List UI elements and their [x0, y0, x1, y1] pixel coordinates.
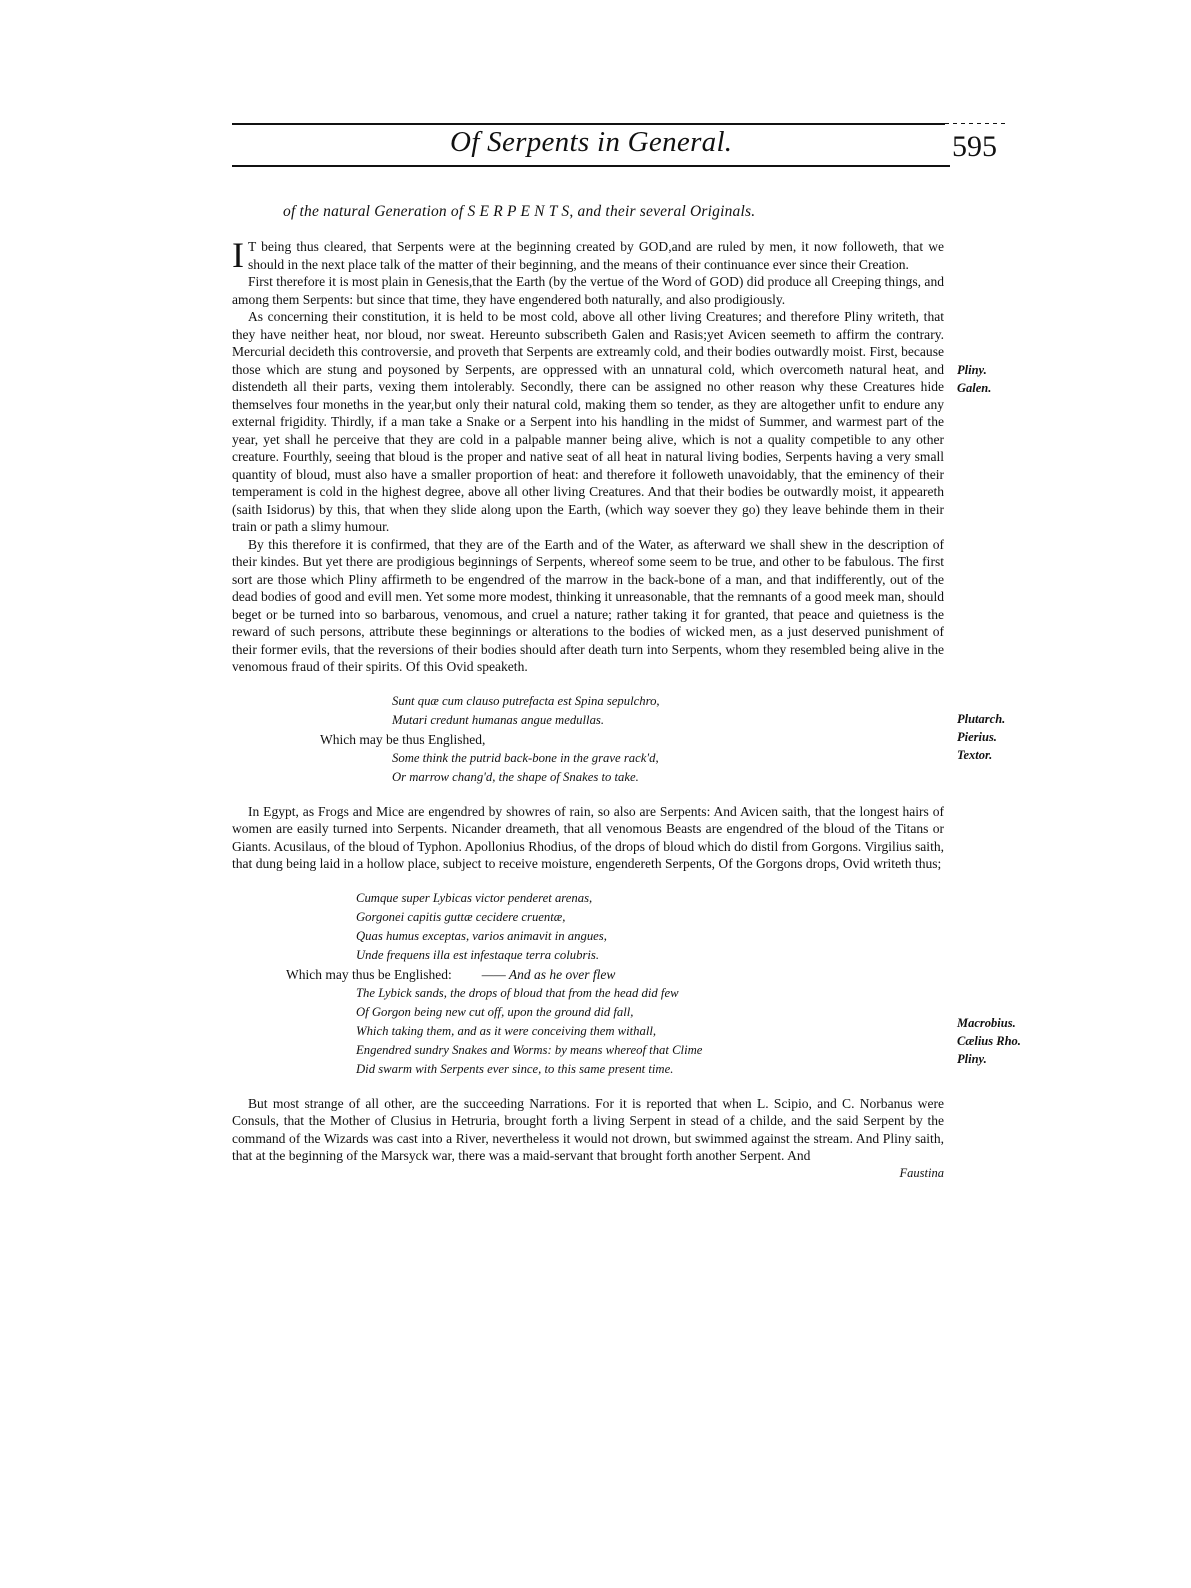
- margin-note-pliny-2: Pliny.: [957, 1052, 987, 1066]
- verse-intro: Which may be thus Englished,: [320, 731, 486, 747]
- margin-note-galen: Galen.: [957, 381, 992, 395]
- english-verse-line: Which taking them, and as it were conceiving them withall,: [356, 1023, 657, 1038]
- paragraph-1: [232, 235, 944, 275]
- paragraph-1-text: T being thus cleared, that Serpents were at the beginning created by GOD,and are ruled by men, it now followeth, that we should in the next place talk of the matter of their beginning, and the means of their continuance ever since their Creation.: [248, 239, 944, 272]
- margin-note-macrobius: Macrobius.: [957, 1016, 1016, 1030]
- english-verse-line: Some think the putrid back-bone in the grave rack'd,: [392, 750, 659, 765]
- latin-verse-line: Gorgonei capitis guttæ cecidere cruentæ,: [356, 909, 566, 924]
- margin-note-pierius: Pierius.: [957, 730, 997, 744]
- verse-intro-tail: —— And as he over flew: [481, 966, 616, 982]
- catchword: Faustina: [899, 1165, 944, 1180]
- english-verse-line: Did swarm with Serpents ever since, to this same present time.: [356, 1061, 674, 1076]
- latin-verse-line: Unde frequens illa est infestaque terra colubris.: [356, 947, 600, 962]
- paragraph-2: First therefore it is most plain in Genesis,that the Earth (by the vertue of the Word of GOD) did produce all Creeping things, and among them Serpents: but since that time, they have engendered both naturally, and also prodigiously.: [232, 274, 944, 307]
- margin-note-pliny: Pliny.: [957, 363, 987, 377]
- paragraph-3: As concerning their constitution, it is held to be most cold, above all other living Creatures; and therefore Pliny writeth, that they have neither heat, nor bloud, nor sweat. Hereunto subscribeth Galen and Rasis;yet Avicen seemeth to affirm the contrary. Mercurial decideth this controversie, and proveth that Serpents are extreamly cold, and their bodies outwardly moist. First, because those which are stung and poysoned by Serpents, are oppressed with an unnatural cold, which overcometh natural heat, and distendeth all their parts, vexing them intolerably. Secondly, there can be assigned no other reason why these Creatures hide themselves four moneths in the year,but only their natural cold, making them so tender, as they are altogether unfit to endure any external frigidity. Thirdly, if a man take a Snake or a Serpent into his handling in the midst of Summer, and warmest part of the year, yet shall he perceive that they are cold in a palpable manner being alive, which is not a quality competible to any other creature. Fourthly, seeing that bloud is the proper and native seat of all heat in natural living bodies, Serpents having a very small quantity of bloud, must also have a smaller proportion of heat: and therefore it followeth unavoidably, that the eminency of their temperament is cold in the highest degree, above all other living Creatures. And that their bodies be outwardly moist, it appeareth (saith Isidorus) by this, that when they slide along upon the Earth, (which way soever they go) they leave behinde them in their train or path a slimy humour.: [232, 309, 944, 534]
- verse-intro-text: Which may thus be Englished:: [286, 966, 452, 982]
- spacer: [232, 873, 944, 889]
- paragraph-4: By this therefore it is confirmed, that they are of the Earth and of the Water, as afterward we shall shew in the description of their kindes. But yet there are prodigious beginnings of Serpents, whereof some seem to be true, and other to be fabulous. The first sort are those which Pliny affirmeth to be engendred of the marrow in the back-bone of a man, and that indifferently, out of the dead bodies of good and evill men. Yet some more modest, thinking it unreasonable, that the remnants of a good meek man, should beget or be turned into so barbarous, venomous, and cruel a nature; rather taking it for granted, that peace and quietness is the reward of such persons, attribute these beginnings or alterations to the bodies of wicked men, as a just deserved punishment of their former evils, that the reversions of their bodies should after death turn into Serpents, whom they resembled being alive in the venomous fraud of their spirits. Of this Ovid speaketh.: [232, 536, 944, 674]
- spacer: [232, 676, 944, 692]
- margin-note-caelius: Cælius Rho.: [957, 1034, 1021, 1048]
- spacer: [232, 787, 944, 803]
- main-text: [232, 235, 944, 1181]
- header-rule-ornament: [945, 123, 1005, 124]
- page-number: 595: [952, 130, 997, 163]
- header-rule-bottom: [232, 165, 950, 167]
- section-heading: of the natural Generation of S E R P E N T S, and their several Originals.: [283, 203, 756, 220]
- verse-intro: [232, 965, 944, 984]
- header-rule-top: [232, 123, 945, 125]
- latin-verse-line: Sunt quæ cum clauso putrefacta est Spina sepulchro,: [392, 693, 660, 708]
- spacer: [232, 1079, 944, 1095]
- paragraph-5: In Egypt, as Frogs and Mice are engendred by showres of rain, so also are Serpents: And Avicen saith, that the longest hairs of women are easily turned into Serpents. Nicander dreameth, that all venomous Beasts are engendred of the bloud of the Titans or Giants. Acusilaus, of the bloud of Typhon. Apollonius Rhodius, of the drops of bloud which do distil from Gorgons. Virgilius saith, that dung being laid in a hollow place, subject to receive moisture, engendereth Serpents, Of the Gorgons drops, Ovid writeth thus;: [232, 803, 944, 871]
- drop-cap: I: [232, 235, 244, 275]
- running-title: Of Serpents in General.: [450, 126, 733, 158]
- latin-verse-line: Cumque super Lybicas victor penderet arenas,: [356, 890, 593, 905]
- english-verse-line: Engendred sundry Snakes and Worms: by means whereof that Clime: [356, 1042, 703, 1057]
- english-verse-line: Of Gorgon being new cut off, upon the ground did fall,: [356, 1004, 634, 1019]
- english-verse-line: The Lybick sands, the drops of bloud that from the head did few: [356, 985, 679, 1000]
- latin-verse-line: Quas humus exceptas, varios animavit in angues,: [356, 928, 607, 943]
- paragraph-6: But most strange of all other, are the succeeding Narrations. For it is reported that when L. Scipio, and C. Norbanus were Consuls, that the Mother of Clusius in Hetruria, brought forth a living Serpent in stead of a childe, and the said Serpent by the command of the Wizards was cast into a River, nevertheless it would not drown, but swimmed against the stream. And Pliny saith, that at the beginning of the Marsyck war, there was a maid-servant that brought forth another Serpent. And: [232, 1095, 944, 1163]
- margin-note-textor: Textor.: [957, 748, 993, 762]
- english-verse-line: Or marrow chang'd, the shape of Snakes to take.: [392, 769, 639, 784]
- latin-verse-line: Mutari credunt humanas angue medullas.: [392, 712, 605, 727]
- margin-note-plutarch: Plutarch.: [957, 712, 1006, 726]
